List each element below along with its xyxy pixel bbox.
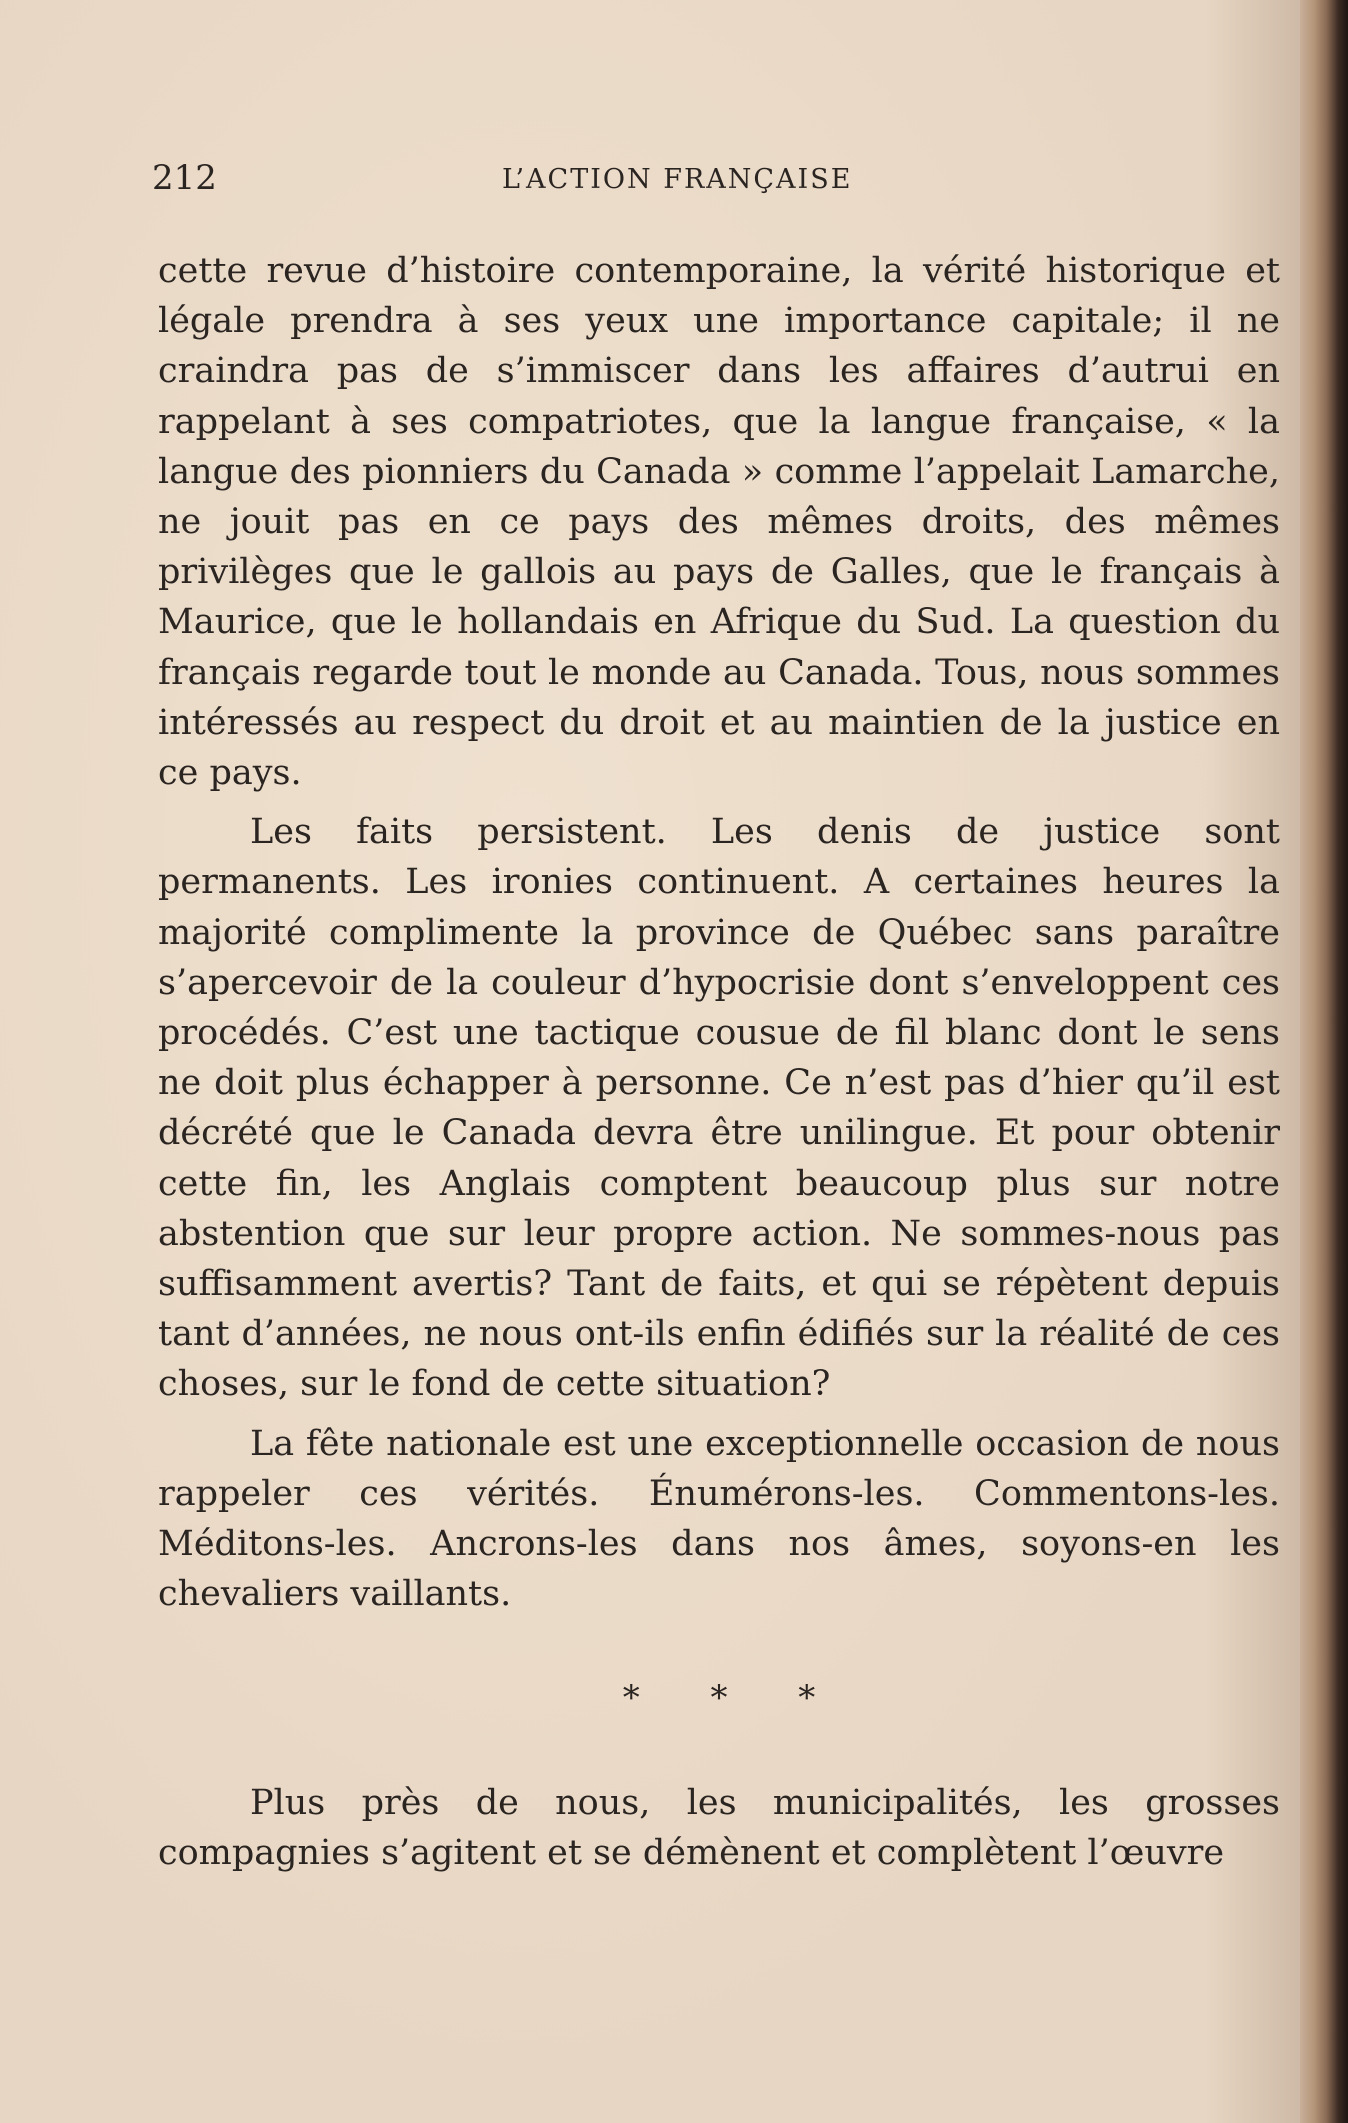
page-number: 212 bbox=[152, 158, 217, 198]
paragraph-fete-nationale: La fête nationale est une exceptionnelle occasion de nous rappeler ces vérités. Énumérons-les. Commentons-les. Méditons-les. Ancrons-les dans nos âmes, soyons-en les chevaliers vaillants. bbox=[158, 1423, 1280, 1615]
body-text bbox=[158, 246, 1280, 1887]
paragraph-continued: cette revue d’histoire contemporaine, la vérité historique et légale prendra à ses yeux une importance capitale; il ne craindra pas de s’immiscer dans les affaires d’autrui en rappelant à ses compatriotes, que la langue française, « la langue des pionniers du Canada » comme l’appelait Lamarche, ne jouit pas en ce pays des mêmes droits, des mêmes privilèges que le gallois au pays de Galles, que le français à Maurice, que le hollandais en Afrique du Sud. La question du français regarde tout le monde au Canada. Tous, nous sommes intéressés au respect du droit et au maintien de la justice en ce pays. bbox=[158, 251, 1280, 794]
paragraph-faits-persistent: Les faits persistent. Les denis de justice sont permanents. Les ironies continuent. A certaines heures la majorité complimente la province de Québec sans paraître s’apercevoir de la couleur d’hypocrisie dont s’enveloppent ces procédés. C’est une tactique cousue de fil blanc dont le sens ne doit plus échapper à personne. Ce n’est pas d’hier qu’il est décrété que le Canada devra être unilingue. Et pour obtenir cette fin, les Anglais comptent beaucoup plus sur notre abstention que sur leur propre action. Ne sommes-nous pas suffisamment avertis? Tant de faits, et qui se répètent depuis tant d’années, ne nous ont-ils enfin édifiés sur la réalité de ces choses, sur le fond de cette situation? bbox=[158, 812, 1280, 1405]
running-head: L’ACTION FRANÇAISE bbox=[502, 164, 853, 195]
paragraph-municipalites: Plus près de nous, les municipalités, les grosses compagnies s’agitent et se démènent et complètent l’œuvre bbox=[158, 1782, 1280, 1873]
page-header bbox=[152, 158, 1292, 208]
page-edge bbox=[1300, 0, 1348, 2123]
section-separator: * * * bbox=[622, 1678, 846, 1719]
